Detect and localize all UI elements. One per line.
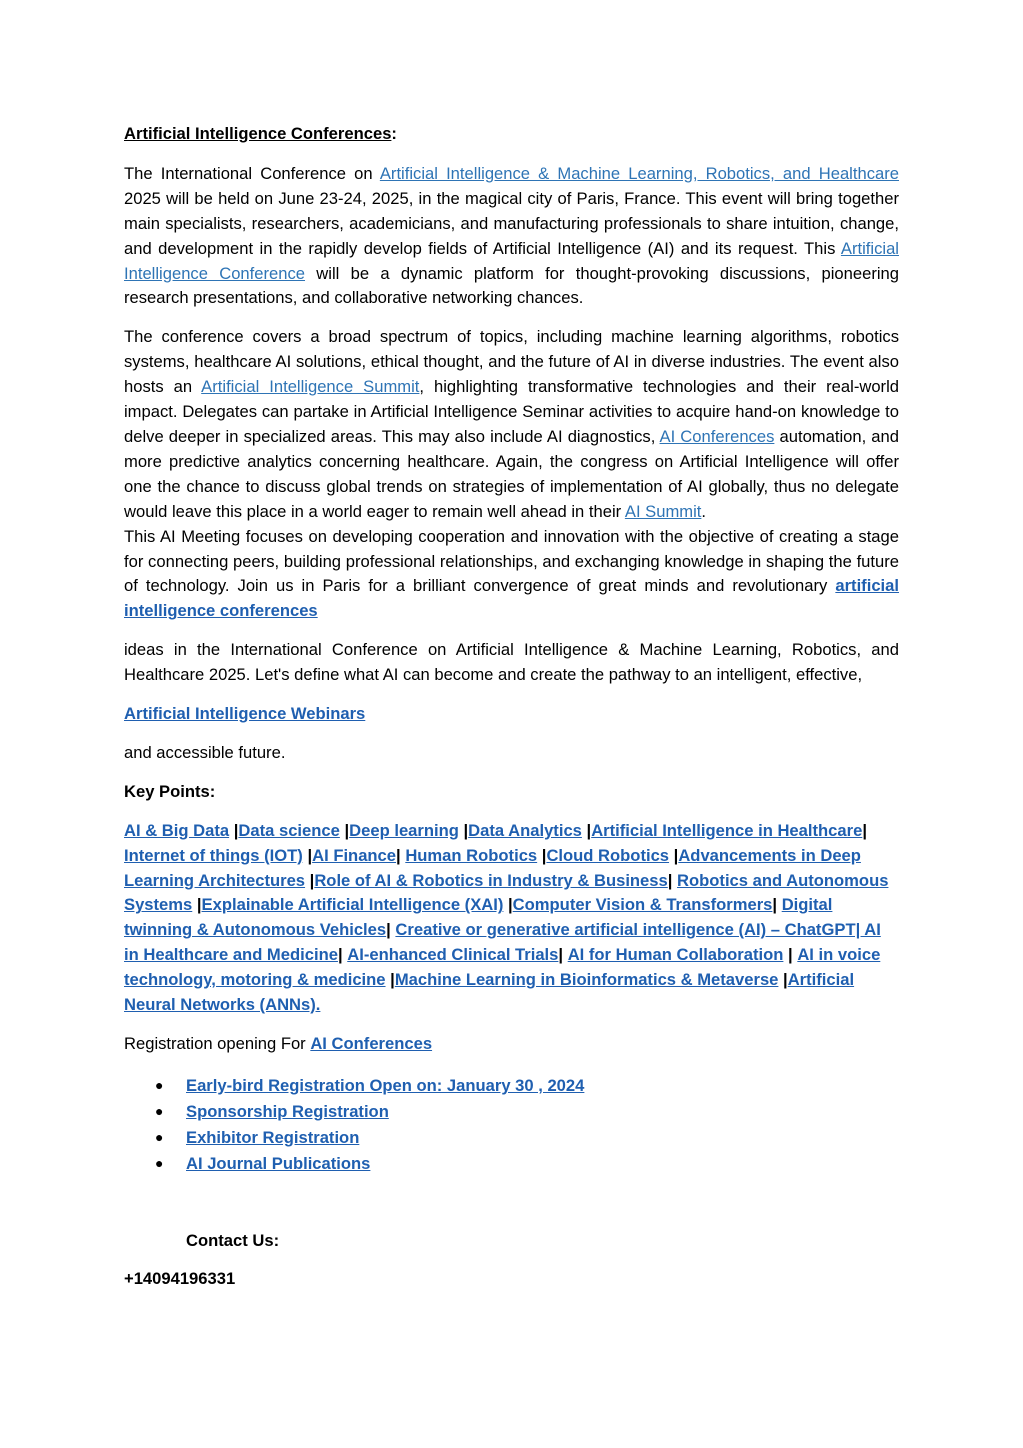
topics-text-3: automation, and more predictive analytics concerning healthcare. Again, the congress on Artificial Intelligence will offer one the chance to discuss global trends on strategies of implementation of AI globally, thus no delegate would leave this place in a world eager to remain well ahead in their [124,426,899,521]
topics-text-2: , highlighting transformative technologies and their real-world impact. Delegates can partake in Artificial Intelligence Seminar activities to acquire hand-on knowledge to delve deeper in specialized areas. This may also include AI diagnostics, [124,377,899,446]
key-point-link[interactable]: AI-enhanced Clinical Trials [347,945,559,965]
registration-ai-conferences-link[interactable]: AI Conferences [310,1034,433,1053]
key-point-separator: | [307,845,313,865]
registration-intro-text: Registration opening For [124,1034,311,1053]
list-item [124,1125,899,1151]
list-item [124,1099,899,1125]
key-points-list [124,819,899,1018]
key-point-link[interactable]: Artificial Intelligence in Healthcare [591,820,863,840]
page-title-text: Artificial Intelligence Conferences [124,124,392,143]
key-point-link[interactable]: Cloud Robotics [546,845,670,865]
journal-publications-link[interactable]: AI Journal Publications [186,1153,371,1173]
key-point-separator: | [783,970,788,990]
key-point-separator: | [309,870,315,890]
key-point-link[interactable]: Robotics and Autonomous Systems [124,870,889,915]
key-point-link[interactable]: Computer Vision & Transformers [512,895,773,915]
key-point-separator: | [396,845,401,865]
key-point-link[interactable]: Data Analytics [468,820,582,840]
conference-title-link[interactable]: Artificial Intelligence & Machine Learning, Robotics, and Healthcare [379,163,899,183]
webinars-paragraph [124,702,899,727]
key-point-link[interactable]: Data science [238,820,340,840]
ai-summit-short-link[interactable]: AI Summit [624,501,702,521]
page-title [124,122,899,147]
list-item [124,1151,899,1177]
key-point-link[interactable]: Creative or generative artificial intelligence (AI) – ChatGPT| AI in Healthcare and Medicine [124,920,881,965]
key-point-link[interactable]: Advancements in Deep Learning Architectures [124,845,861,890]
key-point-separator: | [586,820,592,840]
contact-label: Contact Us: [186,1230,280,1250]
key-point-separator: | [337,945,343,965]
document-body [124,122,899,1292]
key-point-link[interactable]: AI & Big Data [124,820,230,840]
key-point-link[interactable]: AI for Human Collaboration [567,945,784,965]
topics-text-1: The conference covers a broad spectrum of topics, including machine learning algorithms, robotics systems, healthcare AI solutions, ethical thought, and the future of AI in diverse industries. The event also hosts an [124,327,899,397]
ai-conference-link[interactable]: Artificial Intelligence Conference [124,238,899,283]
topics-text-4: . [701,501,707,521]
key-points-title: Key Points: [124,781,216,801]
exhibitor-registration-link[interactable]: Exhibitor Registration [186,1127,360,1147]
key-point-separator: | [667,870,673,890]
key-point-link[interactable]: Explainable Artificial Intelligence (XAI) [201,895,504,915]
list-item [124,1073,899,1099]
key-point-link[interactable]: Internet of things (IOT) [124,845,303,865]
future-paragraph: and accessible future. [124,742,286,762]
meeting-paragraph [124,525,899,625]
ideas-paragraph: ideas in the International Conference on Artificial Intelligence & Machine Learning, Robotics, and Healthcare 2025. Let's define what AI can become and create the pathway to an intelligent, effective, [124,640,899,685]
meeting-text-1: This AI Meeting focuses on developing cooperation and innovation with the objective of creating a stage for connecting peers, building professional relationships, and exchanging knowledge in shaping the future of technology. Join us in Paris for a brilliant convergence of great minds and revolutionary [124,526,899,596]
key-point-separator: | [463,820,469,840]
ai-conferences-link[interactable]: AI Conferences [659,426,775,446]
bullet-icon: ● [155,1128,164,1145]
key-point-link[interactable]: Deep learning [349,820,459,840]
key-point-link[interactable]: Digital twinning & Autonomous Vehicles [124,895,833,940]
key-point-separator: | [772,895,778,915]
key-point-separator: | [508,895,513,915]
bullet-icon: ● [155,1076,164,1093]
key-point-link[interactable]: Artificial Neural Networks (ANNs). [124,970,855,1015]
registration-intro [124,1032,899,1057]
key-point-separator: | [386,920,391,940]
intro-text-2: 2025 will be held on June 23-24, 2025, in the magical city of Paris, France. This event will bring together main specialists, researchers, academicians, and manufacturing professionals to share intuition, change, and development in the rapidly develop fields of Artificial Intelligence (AI) and its request. This [124,188,899,258]
key-point-separator: | [862,820,867,840]
ai-summit-link[interactable]: Artificial Intelligence Summit [201,377,420,397]
topics-paragraph [124,325,899,524]
key-point-separator: | [673,845,679,865]
webinars-link[interactable]: Artificial Intelligence Webinars [124,704,366,724]
sponsorship-registration-link[interactable]: Sponsorship Registration [186,1101,389,1121]
intro-paragraph [124,162,899,311]
key-point-separator: | [344,820,350,840]
key-point-link[interactable]: Human Robotics [405,845,538,865]
key-point-link[interactable]: AI Finance [312,845,397,865]
key-point-separator: | [196,895,202,915]
key-point-separator: | [558,945,564,965]
key-point-link[interactable]: Machine Learning in Bioinformatics & Metaverse [394,970,779,990]
bullet-icon: ● [155,1102,164,1119]
key-point-separator: | [788,945,793,965]
page-title-colon: : [391,124,397,143]
key-point-separator: | [390,970,395,990]
bullet-icon: ● [155,1154,164,1171]
intro-text-3: will be a dynamic platform for thought-provoking discussions, pioneering research presentations, and collaborative networking chances. [124,263,899,308]
ai-conferences-bold-link[interactable]: artificial intelligence conferences [124,576,899,621]
key-point-separator: | [541,845,547,865]
early-bird-registration-link[interactable]: Early-bird Registration Open on: January 30 , 2024 [186,1075,585,1095]
key-point-separator: | [233,820,239,840]
intro-text-1: The International Conference on [124,163,380,183]
contact-phone: +14094196331 [124,1269,236,1289]
registration-list [124,1073,899,1177]
key-point-link[interactable]: Role of AI & Robotics in Industry & Business [314,870,668,890]
key-point-link[interactable]: AI in voice technology, motoring & medicine [124,945,881,990]
